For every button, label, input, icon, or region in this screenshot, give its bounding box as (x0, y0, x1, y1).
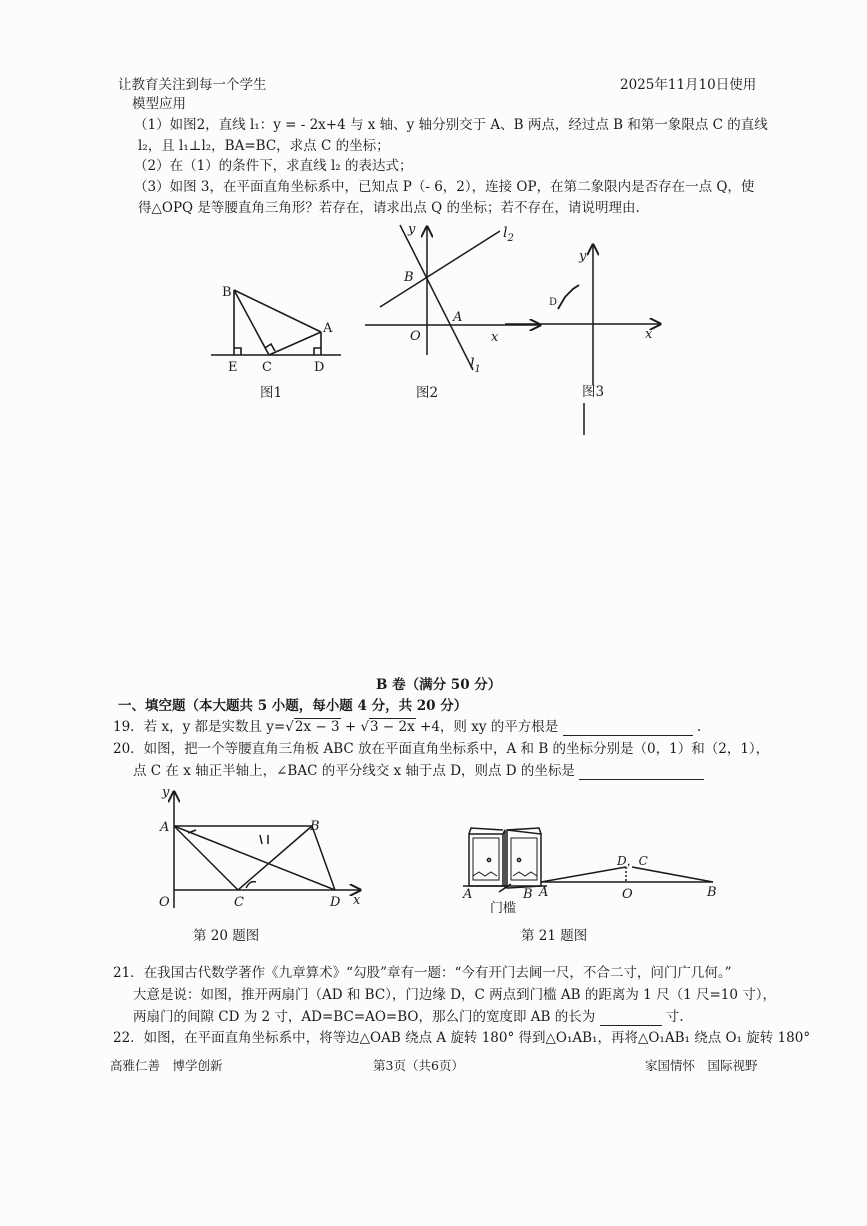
fig21-label-o: O (622, 887, 633, 902)
footer-right-motto: 家国情怀 国际视野 (645, 1058, 758, 1073)
figure-1 (205, 280, 350, 400)
fig21-label-a2: A (539, 885, 549, 900)
fig2-label-l1: $l_1$ (470, 356, 481, 375)
fig20-label-a: A (160, 820, 170, 835)
fig21-label-b: B (523, 887, 533, 902)
fig2-label-l2: $l_2$ (503, 225, 514, 244)
question-21-line3: 两扇门的间隙 CD 为 2 寸，AD=BC=AO=BO，那么门的宽度即 AB 的长为 寸. (133, 1009, 684, 1025)
figure-3 (495, 235, 670, 440)
fig1-label-a: A (323, 321, 333, 336)
fig20-caption: 第 20 题图 (193, 928, 260, 944)
fig2-caption: 图2 (416, 385, 439, 401)
fig3-label-d: D (549, 297, 558, 308)
fig2-label-o: O (410, 329, 421, 344)
fig3-label-y: y (579, 249, 587, 264)
fig1-label-c: C (262, 360, 272, 375)
fig1-label-d: D (314, 360, 325, 375)
q19-answer-blank[interactable] (563, 721, 693, 736)
fig2-label-a: A (453, 310, 463, 325)
header-motto: 让教育关注到每一个学生 (118, 77, 267, 93)
question-22-line1: 22．如图，在平面直角坐标系中，将等边△OAB 绕点 A 旋转 180° 得到△O₁AB₁，再将△O₁AB₁ 绕点 O₁ 旋转 180° (113, 1030, 811, 1046)
fig20-label-c: C (234, 895, 244, 910)
q-model-part2: （2）在（1）的条件下，求直线 l₂ 的表达式； (134, 158, 413, 174)
b-paper-title: B 卷（满分 50 分） (376, 677, 502, 693)
fig2-label-y: y (408, 222, 416, 237)
footer-page-number: 第3页（共6页） (373, 1058, 464, 1073)
question-20-line1: 20．如图，把一个等腰直角三角板 ABC 放在平面直角坐标系中，A 和 B 的坐标分别是（0，1）和（2，1）， (113, 741, 770, 757)
fig21-label-sill: 门槛 (490, 901, 517, 916)
fig1-caption: 图1 (260, 385, 283, 401)
section-model-title: 模型应用 (132, 96, 186, 112)
fig1-label-e: E (228, 360, 238, 375)
fig21-caption: 第 21 题图 (521, 928, 588, 944)
q-model-part3-line2: 得△OPQ 是等腰直角三角形？若存在，请求出点 Q 的坐标；若不存在，请说明理由. (138, 200, 640, 216)
fig2-label-b: B (404, 270, 414, 285)
q-model-part3-line1: （3）如图 3，在平面直角坐标系中，已知点 P（- 6，2），连接 OP，在第二象限内是否存在一点 Q，使 (134, 179, 755, 195)
question-20-line2: 点 C 在 x 轴正半轴上，∠BAC 的平分线交 x 轴于点 D，则点 D 的坐标是 (133, 762, 704, 780)
question-19: 19．若 x，y 都是实数且 y=√2x − 3 + √3 − 2x +4，则 xy 的平方根是 . (113, 719, 702, 735)
fig20-label-o: O (159, 895, 170, 910)
question-21-line1: 21．在我国古代数学著作《九章算术》“勾股”章有一题：“今有开门去阃一尺，不合二寸，问门广几何。” (113, 965, 732, 981)
fig1-label-b: B (222, 285, 232, 300)
question-21-line2: 大意是说：如图，推开两扇门（AD 和 BC），门边缘 D，C 两点到门槛 AB 的距离为 1 尺（1 尺=10 寸）， (133, 987, 776, 1003)
section-fill-blank: 一、填空题（本大题共 5 小题，每小题 4 分，共 20 分） (118, 698, 468, 714)
q21-answer-blank[interactable] (600, 1011, 662, 1026)
q-model-part1-line2: l₂，且 l₁⊥l₂，BA=BC，求点 C 的坐标； (138, 138, 390, 154)
header-date: 2025年11月10日使用 (620, 77, 757, 93)
fig3-caption: 图3 (582, 384, 605, 400)
fig3-label-x: x (645, 327, 653, 342)
figure-21 (455, 820, 735, 945)
fig20-label-b: B (310, 819, 320, 834)
q20-answer-blank[interactable] (579, 765, 704, 780)
fig21-label-a: A (463, 887, 473, 902)
fig21-label-dc: D，C (617, 854, 648, 868)
fig20-label-x: x (353, 893, 361, 908)
fig20-label-y: y (162, 785, 170, 800)
figure-20 (150, 780, 375, 945)
fig20-label-d: D (330, 895, 341, 910)
footer-left-motto: 高雅仁善 博学创新 (110, 1058, 223, 1073)
fig21-label-b2: B (707, 885, 717, 900)
fig2-label-x: x (491, 330, 499, 345)
q-model-part1-line1: （1）如图2，直线 l₁：y = - 2x+4 与 x 轴、y 轴分别交于 A、B 两点，经过点 B 和第一象限点 C 的直线 (134, 117, 768, 133)
